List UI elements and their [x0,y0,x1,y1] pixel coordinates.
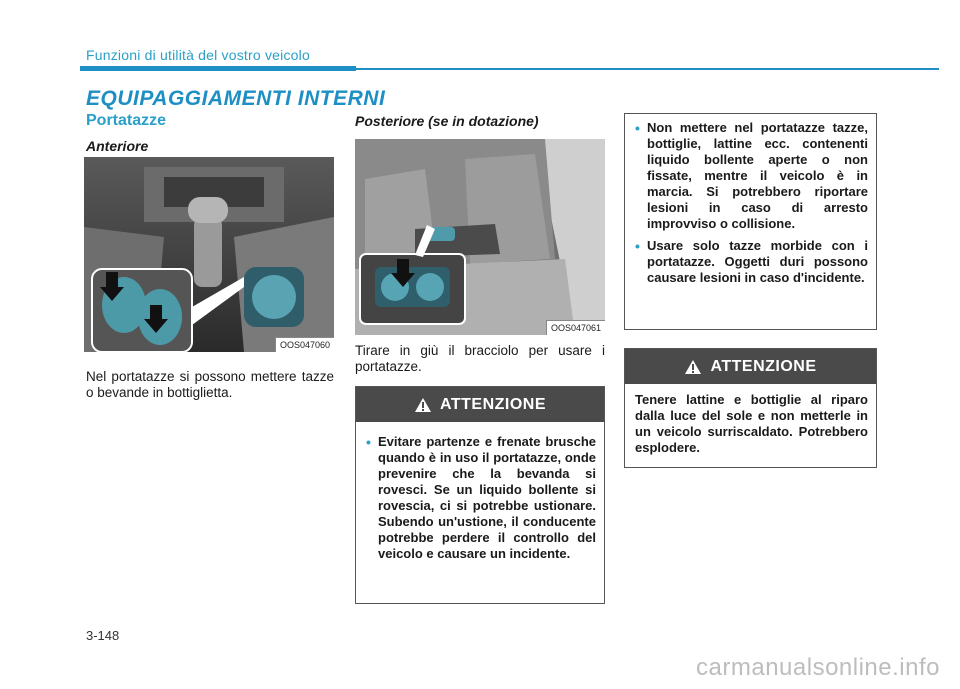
warning-item-text: Evitare partenze e frenate brusche quando è in uso il portatazze, onde prevenire che la bevanda si rovesci. Se un liquido bollente si rovescia, ci si potrebbe ustionare. Subendo un'ustione, il conducente potrebbe perdere il controllo del veicolo e causare un incidente. [378,434,596,561]
warning-title: ATTENZIONE [710,357,817,375]
header-rule-thick [80,66,356,71]
warning-box-continued [624,113,877,330]
warning-box-heat [624,348,877,468]
bullet-icon: • [366,434,371,450]
warning-item-text: Non mettere nel portatazze tazze, bottiglie, lattine ecc. contenenti liquido bollente aperte o non fissate, mentre il veicolo è in marcia. Si potrebbero riportare lesioni in caso di arresto improvviso o collisione. [647,120,868,231]
warning-heat-text: Tenere lattine e bottiglie al riparo dalla luce del sole e non metterle in un veicolo surriscaldato. Potrebbero esplodere. [635,392,868,455]
warning-list-item [635,120,868,232]
front-cupholder-photo [84,157,334,352]
photo-caption: OOS047060 [275,337,334,352]
warning-item-text: Usare solo tazze morbide con i portatazze. Oggetti duri possono causare lesioni in caso d'incidente. [647,238,868,285]
bullet-icon: • [635,238,640,254]
page-title: EQUIPAGGIAMENTI INTERNI [86,87,386,110]
warning-triangle-icon [684,359,702,375]
sub-title: Portatazze [86,112,167,129]
front-description: Nel portatazze si possono mettere tazze o bevande in bottiglietta. [86,369,334,400]
warning-list-item [366,434,596,562]
page-number: 3-148 [86,628,120,643]
rear-cupholder-photo [355,139,605,335]
watermark: carmanualsonline.info [696,654,940,681]
rear-description: Tirare in giù il bracciolo per usare i portatazze. [355,343,605,374]
warning-body [356,422,604,570]
warning-header [356,387,604,422]
warning-header [625,349,876,384]
rear-heading: Posteriore (se in dotazione) [355,113,539,129]
photo-caption: OOS047061 [546,320,605,335]
warning-continued-body [625,114,876,294]
warning-triangle-icon [414,397,432,413]
bullet-icon: • [635,120,640,136]
warning-list-item [635,238,868,286]
warning-box-rear [355,386,605,604]
front-heading: Anteriore [86,138,149,154]
header-rule-thin [356,68,939,70]
front-cupholder-illustration [84,157,334,352]
warning-title: ATTENZIONE [439,395,547,413]
section-header: Funzioni di utilità del vostro veicolo [86,47,310,63]
rear-cupholder-illustration [355,139,605,335]
